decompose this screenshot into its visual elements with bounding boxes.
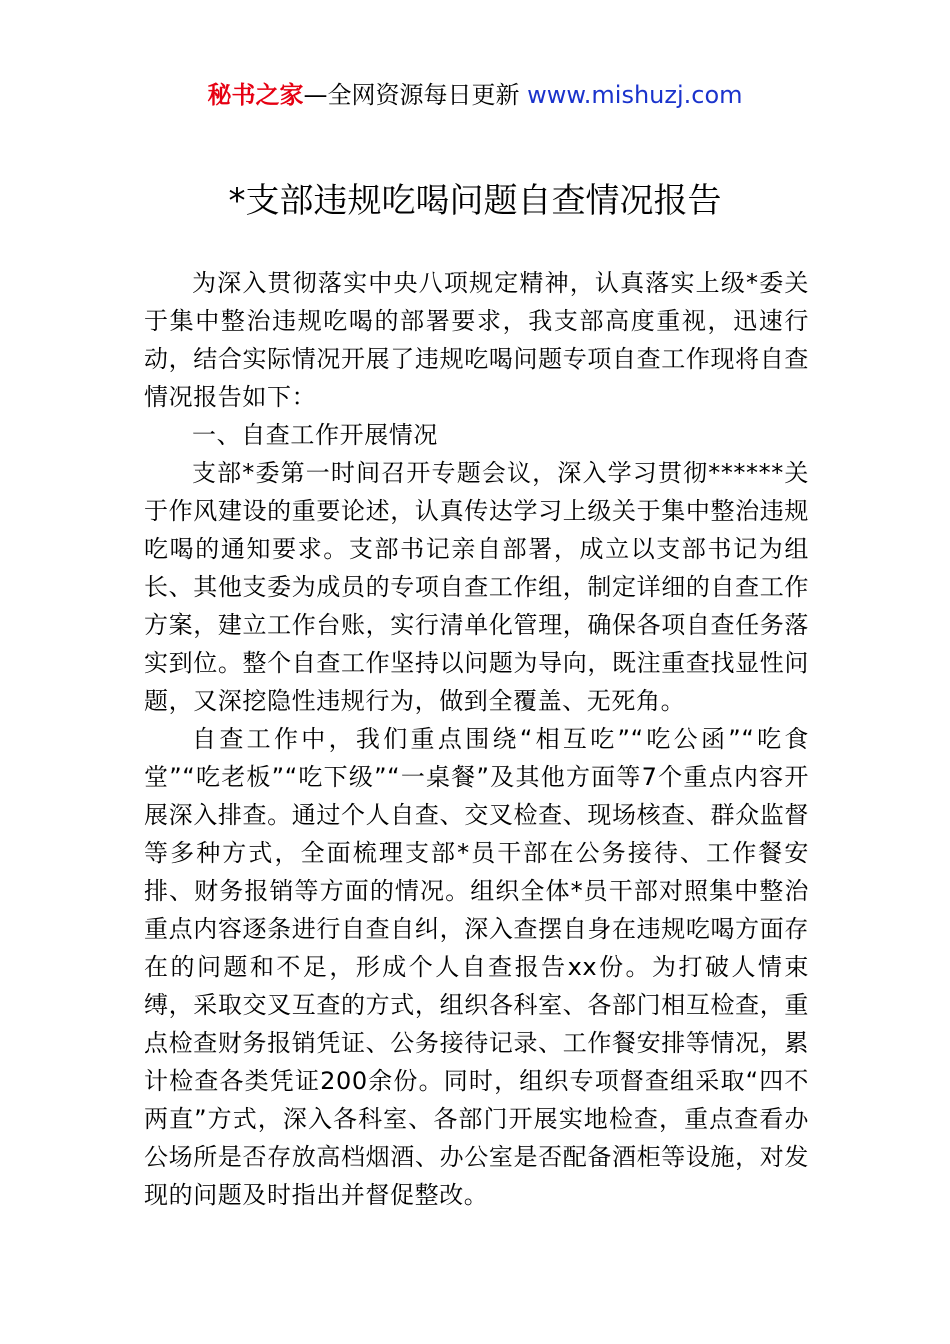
paragraph-body: 自查工作中，我们重点围绕“相互吃”“吃公函”“吃食堂”“吃老板”“吃下级”“一桌餐”及其他方面等7个重点内容开展深入排查。通过个人自查、交叉检查、现场核查、群众监督等多种方式，全面梳理支部*员干部在公务接待、工作餐安排、财务报销等方面的情况。组织全体*员干部对照集中整治重点内容逐条进行自查自纠，深入查摆自身在违规吃喝方面存在的问题和不足，形成个人自查报告xx份。为打破人情束缚，采取交叉互查的方式，组织各科室、各部门相互检查，重点检查财务报销凭证、公务接待记录、工作餐安排等情况，累计检查各类凭证200余份。同时，组织专项督查组采取“四不两直”方式，深入各科室、各部门开展实地检查，重点查看办公场所是否存放高档烟酒、办公室是否配备酒柜等设施，对发现的问题及时指出并督促整改。 — [144, 725, 809, 1209]
document-title: *支部违规吃喝问题自查情况报告 — [228, 181, 722, 221]
paragraph-body: 支部*委第一时间召开专题会议，深入学习贯彻******关于作风建设的重要论述，认真传达学习上级关于集中整治违规吃喝的通知要求。支部书记亲自部署，成立以支部书记为组长、其他支委为成员的专项自查工作组，制定详细的自查工作方案，建立工作台账，实行清单化管理，确保各项自查任务落实到位。整个自查工作坚持以问题为导向，既注重查找显性问题，又深挖隐性违规行为，做到全覆盖、无死角。 — [144, 459, 809, 715]
document-body — [144, 264, 809, 1214]
site-url-link[interactable]: www.mishuzj.com — [527, 81, 743, 109]
paragraph-intro: 为深入贯彻落实中央八项规定精神，认真落实上级*委关于集中整治违规吃喝的部署要求，我支部高度重视，迅速行动，结合实际情况开展了违规吃喝问题专项自查工作现将自查情况报告如下： — [144, 269, 809, 411]
site-brand: 秘书之家 — [207, 81, 304, 109]
site-header — [0, 78, 950, 112]
site-tagline: —全网资源每日更新 — [303, 81, 528, 109]
section-heading: 一、自查工作开展情况 — [192, 421, 438, 449]
